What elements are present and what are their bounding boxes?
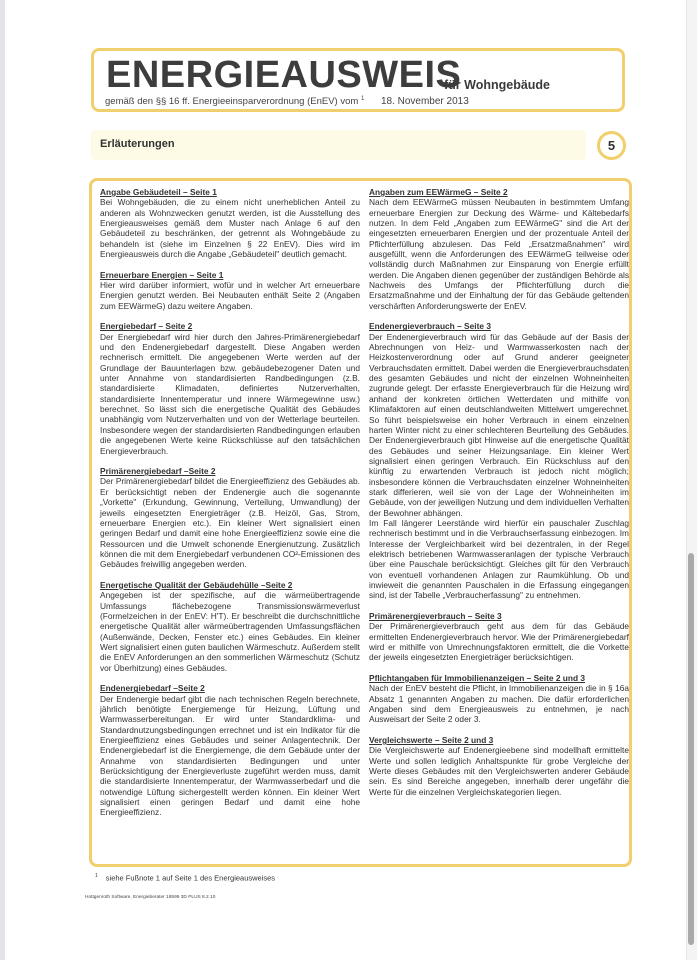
block-heading: Endenergieverbrauch – Seite 3 [369, 321, 491, 332]
footnote-marker: 1 [95, 873, 98, 879]
document-subtitle: für Wohngebäude [444, 78, 551, 92]
block-text: Nach der EnEV besteht die Pflicht, in Immobilienanzeigen die in § 16a Absatz 1 genannten Angaben zu machen. Die dafür erforderlichen Angaben sind dem Energieausweis zu entnehmen, je nach Ausweisart der Seite 2 oder 3. [369, 683, 629, 725]
page-number-badge: 5 [597, 131, 626, 160]
viewer-left-edge [0, 0, 5, 960]
block-heading: Primärenergieverbrauch – Seite 3 [369, 611, 502, 621]
block-heading: Endenergiebedarf –Seite 2 [100, 683, 205, 694]
left-column [100, 187, 360, 828]
block-heading: Energiebedarf – Seite 2 [100, 321, 193, 332]
explanation-block [369, 321, 629, 600]
explanation-block [369, 735, 629, 797]
block-heading: Angaben zum EEWärmeG – Seite 2 [369, 187, 508, 197]
software-credit: Hottgenroth Software, Energieberater 18599 3D PLUS 8.2.10 [85, 895, 216, 900]
block-text: Bei Wohngebäuden, die zu einem nicht unerheblichen Anteil zu anderen als Wohnzwecken genutzt werden, ist die Ausstellung des Energieausweises gemäß dem Muster nach Anlage 6 auf den Gebäudeteil zu beschränken, der getrennt als Wohngebäude zu behandeln ist (siehe im Einzelnen § 22 EnEV). Dies wird im Energieausweis durch die Angabe „Gebäudeteil" deutlich gemacht. [100, 197, 360, 260]
scrollbar-thumb[interactable] [688, 553, 694, 945]
block-text: Hier wird darüber informiert, wofür und in welcher Art erneuerbare Energien genutzt werden. Bei Neubauten enthält Seite 2 (Angaben zum EEWärmeG) dazu weitere Angaben. [100, 280, 360, 311]
block-heading: Energetische Qualität der Gebäudehülle –Seite 2 [100, 579, 293, 590]
block-text: Der Primärenergieverbrauch geht aus dem für das Gebäude ermittelten Endenergieverbrauch hervor. Wie der Primärenergiebedarf wird er mithilfe von Umrechnungsfaktoren ermittelt, die die Vorkette der jeweils eingesetzten Energieträger berücksichtigen. [369, 621, 629, 663]
regulation-date: 18. November 2013 [380, 96, 469, 108]
explanation-block [369, 673, 629, 725]
block-heading: Pflichtangaben für Immobilienanzeigen – Seite 2 und 3 [369, 673, 586, 684]
regulation-text: gemäß den §§ 16 ff. Energieeinsparverordnung (EnEV) vom [105, 96, 359, 108]
block-heading: Angabe Gebäudeteil – Seite 1 [100, 187, 217, 197]
explanation-block [369, 187, 629, 311]
block-text: Der Energiebedarf wird hier durch den Jahres-Primärenergiebedarf und den Endenergiebedarf dargestellt. Diese Angaben werden rechnerisch ermittelt. Die angegebenen Werte werden auf der Grundlage der Bauunterlagen bzw. gebäudebezogener Daten und unter Annahme von standardisierten Randbedingungen (z.B. standardisierte Klimadaten, definiertes Nutzerverhalten, standardisierte Innentemperatur und innere Wärmegewinne usw.) berechnet. So lässt sich die energetische Qualität des Gebäudes unabhängig vom Nutzerverhalten und von der Wetterlage beurteilen. Insbesondere wegen der standardisierten Randbedingungen erlauben die angegebenen Werte keine Rückschlüsse auf den tatsächlichen Energieverbrauch. [100, 331, 360, 456]
section-bar [91, 130, 586, 160]
footnote [95, 873, 275, 883]
section-title: Erläuterungen [100, 138, 175, 150]
regulation-line [105, 96, 469, 107]
explanations-box [89, 178, 632, 867]
document-title: ENERGIEAUSWEIS [106, 54, 462, 96]
block-text-continued: Im Fall längerer Leerstände wird hierfür ein pauschaler Zuschlag rechnerisch bestimmt und in die Verbrauchserfassung einbezogen. Im Interesse der Vergleichbarkeit wird bei dezentralen, in der Regel elektrisch betriebenen Warmwasseranlagen der typische Verbrauch über eine Pauschale berücksichtigt. Gleiches gilt für den Verbrauch von eventuell vorhandenen Anlagen zur Raumkühlung. Ob und inwieweit die genannten Pauschalen in die Erfassung eingegangen sind, ist der Tabelle „Verbraucherfassung" zu entnehmen. [369, 517, 629, 601]
block-text: Der Primärenergiebedarf bildet die Energieeffizienz des Gebäudes ab. Er berücksichtigt neben der Endenergie auch die sogenannte „Vorkette" (Erkundung, Gewinnung, Verteilung, Umwandlung) der jeweils eingesetzten Energieträger (z.B. Heizöl, Gas, Strom, erneuerbare Energien etc.). Ein kleiner Wert signalisiert einen geringen Bedarf und damit eine hohe Energieeffizienz sowie eine die Ressourcen und die Umwelt schonende Energienutzung. Zusätzlich können die mit dem Energiebedarf verbundenen CO²-Emissionen des Gebäudes freiwillig angegeben werden. [100, 476, 360, 570]
block-text: Die Vergleichswerte auf Endenergieebene sind modellhaft ermittelte Werte und sollen lediglich Anhaltspunkte für grobe Vergleiche der Werte dieses Gebäudes mit den Vergleichswerten anderer Gebäude sein. Es sind Bereiche angegeben, innerhalb derer ungefähr die Werte für die einzelnen Vergleichskategorien liegen. [369, 745, 629, 797]
block-heading: Erneuerbare Energien – Seite 1 [100, 269, 224, 280]
explanation-block [100, 466, 360, 569]
document-header [91, 48, 625, 112]
explanation-block [100, 187, 360, 259]
explanation-block [100, 580, 360, 673]
explanation-block [369, 611, 629, 663]
block-heading: Vergleichswerte – Seite 2 und 3 [369, 735, 494, 746]
footnote-ref: 1 [360, 96, 365, 102]
block-text: Der Endenergieverbrauch wird für das Gebäude auf der Basis der Abrechnungen von Heiz- und Warmwasserkosten nach der Heizkostenverordnung oder auf Grund anderer geeigneter Verbrauchsdaten ermittelt. Dabei werden die Energieverbrauchsdaten des gesamten Gebäudes und nicht der einzelnen Wohneinheiten zugrunde gelegt. Der erfasste Energieverbrauch für die Heizung wird anhand der konkreten örtlichen Wetterdaten und mithilfe von Klimafaktoren auf einen deutschlandweiten Mittelwert umgerechnet. So führt beispielsweise ein hoher Verbrauch in einem einzelnen harten Winter nicht zu einer schlechteren Beurteilung des Gebäudes. Der Endenergieverbrauch gibt Hinweise auf die energetische Qualität des Gebäudes und seiner Heizungsanlage. Ein kleiner Wert signalisiert einen geringen Verbrauch. Ein Rückschluss auf den künftig zu erwartenden Verbrauch ist jedoch nicht möglich; insbesondere können die Verbrauchsdaten einzelner Wohneinheiten stark differieren, weil sie von der Lage der Wohneinheiten im Gebäude, von der jeweiligen Nutzung und dem individuellen Verhalten der Bewohner abhängen. [369, 331, 629, 518]
explanation-block [100, 683, 360, 817]
block-text: Nach dem EEWärmeG müssen Neubauten in bestimmtem Umfang erneuerbare Energien zur Deckung des Wärme- und Kältebedarfs nutzen. In dem Feld „Angaben zum EEWärmeG" sind die Art der eingesetzten erneuerbaren Energien und der prozentuale Anteil der Pflichterfüllung abzulesen. Das Feld „Ersatzmaßnahmen" wird ausgefüllt, wenn die Anforderungen des EEWärmeG teilweise oder vollständig durch Maßnahmen zur Einsparung von Energie erfüllt werden. Die Angaben dienen gegenüber der zuständigen Behörde als Nachweis des Umfangs der Pflichterfüllung durch die Ersatzmaßnahme und der Einhaltung der für das Gebäude geltenden verschärften Anforderungswerte der EnEV. [369, 197, 629, 311]
block-text: Angegeben ist der spezifische, auf die wärmeübertragende Umfassungs flächebezogene Transmissionswärmeverlust (Formelzeichen in der EnEV: H'T). Er beschreibt die durchschnittliche energetische Qualität aller wärmeübertragenden Umfassungsflächen (Außenwände, Decken, Fenster etc.) eines Gebäudes. Ein kleiner Wert signalisiert einen guten baulichen Wärmeschutz. Außerdem stellt die EnEV Anforderungen an den sommerlichen Wärmeschutz (Schutz vor Überhitzung) eines Gebäudes. [100, 590, 360, 673]
right-column [369, 187, 629, 807]
footnote-text: siehe Fußnote 1 auf Seite 1 des Energieausweises [105, 873, 276, 883]
block-text: Der Endenergie bedarf gibt die nach technischen Regeln berechnete, jährlich benötigte Energiemenge für Heizung, Lüftung und Warmwasserbereitungan. Er wird unter Standardklima- und Standardnutzungsbedingungen errechnet und ist ein Indikator für die Energieeffizienz eines Gebäudes und seiner Anlagentechnik. Der Endenergiebedarf ist die Energiemenge, die dem Gebäude unter der Annahme von standardisierten Bedingungen und unter Berücksichtigung der Energieverluste zugeführt werden muss, damit die standardisierte Innentemperatur, der Warmwasserbedarf und die notwendige Lüftung sichergestellt werden können. Ein kleiner Wert signalisiert einen geringen Bedarf und damit eine hohe Energieeffizienz. [100, 693, 360, 818]
explanation-block [100, 321, 360, 455]
explanation-block [100, 270, 360, 311]
block-heading: Primärenergiebedarf –Seite 2 [100, 466, 216, 477]
